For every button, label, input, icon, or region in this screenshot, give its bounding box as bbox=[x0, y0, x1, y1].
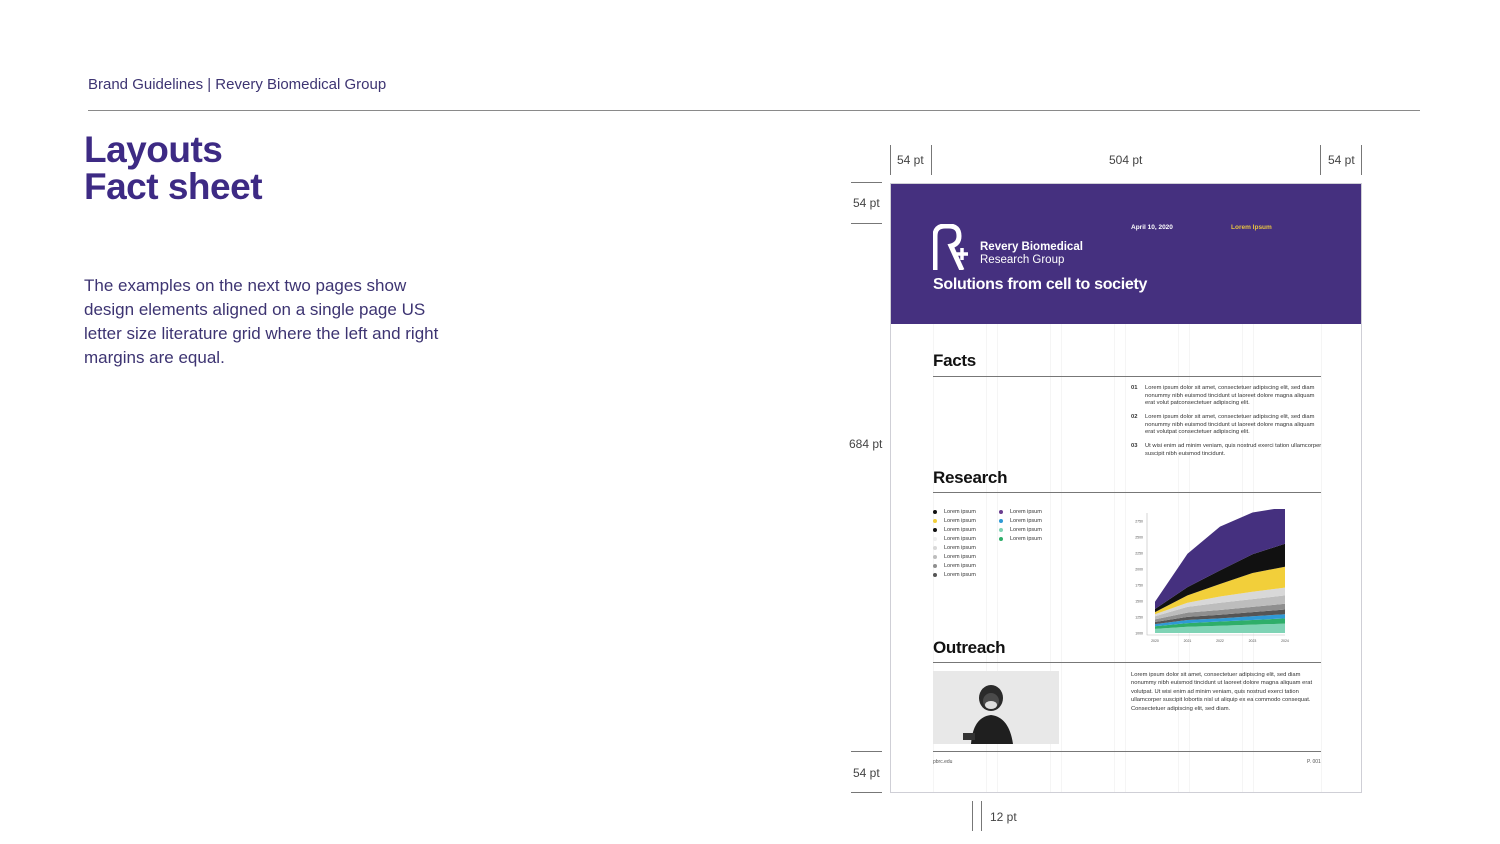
sheet-date: April 10, 2020 bbox=[1131, 224, 1173, 231]
dim-left-margin: 54 pt bbox=[897, 153, 924, 167]
legend-item bbox=[933, 562, 976, 571]
dim-content-width: 504 pt bbox=[1109, 153, 1143, 167]
fact-sheet-preview bbox=[890, 183, 1362, 793]
fact-text: Lorem ipsum dolor sit amet, consectetuer adipiscing elit, sed diam nonummy nibh euismod tincidunt ut laoreet dolore magna aliquam erat volut patconsectetuer adipiscing elit. bbox=[1145, 385, 1315, 406]
legend-item bbox=[933, 526, 976, 535]
y-tick-label: 2500 bbox=[1135, 535, 1143, 540]
fact-number: 01 bbox=[1131, 385, 1138, 391]
y-tick-label: 2750 bbox=[1135, 519, 1143, 524]
dim-tick bbox=[931, 145, 932, 175]
y-tick-label: 1250 bbox=[1135, 615, 1143, 620]
legend-label: Lorem ipsum bbox=[944, 545, 976, 551]
fact-item bbox=[1131, 443, 1326, 458]
dim-tick bbox=[1361, 145, 1362, 175]
legend-item bbox=[933, 508, 976, 517]
dim-tick bbox=[1320, 145, 1321, 175]
dim-tick bbox=[890, 145, 891, 175]
y-tick-label: 2000 bbox=[1135, 567, 1143, 572]
legend-item bbox=[933, 571, 976, 580]
legend-dot bbox=[933, 537, 937, 541]
dim-top-margin: 54 pt bbox=[853, 196, 880, 210]
legend-item bbox=[933, 553, 976, 562]
legend-dot bbox=[933, 573, 937, 577]
header-divider bbox=[88, 110, 1420, 111]
x-tick-label: 2021 bbox=[1183, 639, 1192, 643]
y-tick-label: 2250 bbox=[1135, 551, 1143, 556]
dim-tick bbox=[851, 792, 882, 793]
x-tick-label: 2022 bbox=[1216, 639, 1224, 643]
legend-label: Lorem ipsum bbox=[1010, 518, 1042, 524]
fact-text: Ut wisi enim ad minim veniam, quis nostrud exerci tation ullamcorper suscipit nibh euismod tincidunt. bbox=[1145, 443, 1322, 457]
research-title: Research bbox=[933, 468, 1008, 487]
legend-dot bbox=[933, 510, 937, 514]
legend-label: Lorem ipsum bbox=[1010, 536, 1042, 542]
dim-tick bbox=[981, 801, 982, 831]
y-tick-label: 1000 bbox=[1135, 631, 1143, 636]
fact-number: 02 bbox=[1131, 414, 1138, 420]
fact-item bbox=[1131, 385, 1326, 408]
fact-text: Lorem ipsum dolor sit amet, consectetuer adipiscing elit, sed diam nonummy nibh euismod tincidunt ut laoreet dolore magna aliquam erat volutpat consectetuer adipiscing elit. bbox=[1145, 414, 1315, 435]
legend-label: Lorem ipsum bbox=[944, 527, 976, 533]
dim-tick bbox=[972, 801, 973, 831]
outreach-title: Outreach bbox=[933, 638, 1006, 657]
x-tick-label: 2024 bbox=[1281, 639, 1289, 643]
legend-label: Lorem ipsum bbox=[1010, 527, 1042, 533]
org-name-line2: Research Group bbox=[980, 254, 1065, 266]
fact-item bbox=[1131, 414, 1326, 437]
legend-column bbox=[999, 508, 1042, 544]
legend-label: Lorem ipsum bbox=[944, 572, 976, 578]
y-tick-label: 1500 bbox=[1135, 599, 1143, 604]
legend-label: Lorem ipsum bbox=[944, 536, 976, 542]
y-tick-label: 1750 bbox=[1135, 583, 1143, 588]
legend-dot bbox=[933, 519, 937, 523]
page-title-line1: Layouts bbox=[84, 129, 223, 170]
legend-label: Lorem ipsum bbox=[944, 518, 976, 524]
revery-logo-icon bbox=[933, 224, 969, 270]
x-tick-label: 2020 bbox=[1151, 639, 1159, 643]
org-name-line1: Revery Biomedical bbox=[980, 241, 1083, 253]
legend-item bbox=[999, 526, 1042, 535]
child-photo-icon bbox=[933, 671, 1059, 744]
legend-column bbox=[933, 508, 976, 580]
legend-item bbox=[999, 517, 1042, 526]
document-header: Brand Guidelines | Revery Biomedical Group bbox=[88, 76, 387, 93]
facts-rule bbox=[933, 376, 1321, 377]
legend-item bbox=[999, 508, 1042, 517]
legend-dot bbox=[933, 564, 937, 568]
dim-right-margin: 54 pt bbox=[1328, 153, 1355, 167]
legend-dot bbox=[999, 510, 1003, 514]
dim-gutter: 12 pt bbox=[990, 810, 1017, 824]
page-title-line2: Fact sheet bbox=[84, 166, 263, 207]
research-area-chart bbox=[1125, 509, 1295, 647]
org-name bbox=[980, 241, 1083, 267]
outreach-rule bbox=[933, 662, 1321, 663]
footer-url: pbrc.edu bbox=[933, 759, 953, 765]
legend-label: Lorem ipsum bbox=[944, 509, 976, 515]
legend-label: Lorem ipsum bbox=[1010, 509, 1042, 515]
outreach-photo bbox=[933, 671, 1059, 744]
legend-dot bbox=[933, 555, 937, 559]
footer-rule bbox=[933, 751, 1321, 752]
facts-title: Facts bbox=[933, 351, 976, 370]
legend-item bbox=[933, 544, 976, 553]
dim-tick bbox=[851, 223, 882, 224]
dim-content-height: 684 pt bbox=[849, 437, 883, 451]
footer-page: P. 001 bbox=[1307, 759, 1321, 765]
sheet-tag: Lorem Ipsum bbox=[1231, 224, 1272, 231]
dim-tick bbox=[851, 751, 882, 752]
legend-dot bbox=[933, 528, 937, 532]
legend-label: Lorem ipsum bbox=[944, 563, 976, 569]
legend-dot bbox=[999, 519, 1003, 523]
legend-item bbox=[999, 535, 1042, 544]
x-tick-label: 2023 bbox=[1248, 639, 1257, 643]
page-description: The examples on the next two pages show design elements aligned on a single page US letter size literature grid where the left and right margins are equal. bbox=[84, 276, 439, 367]
sheet-tagline: Solutions from cell to society bbox=[933, 276, 1148, 293]
fact-number: 03 bbox=[1131, 443, 1138, 449]
legend-dot bbox=[999, 537, 1003, 541]
legend-label: Lorem ipsum bbox=[944, 554, 976, 560]
dim-tick bbox=[851, 182, 882, 183]
dim-bottom-margin: 54 pt bbox=[853, 766, 880, 780]
legend-dot bbox=[999, 528, 1003, 532]
page-title bbox=[84, 131, 262, 205]
research-rule bbox=[933, 492, 1321, 493]
legend-item bbox=[933, 535, 976, 544]
outreach-text: Lorem ipsum dolor sit amet, consectetuer adipiscing elit, sed diam nonummy nibh euismod tincidunt ut laoreet dolore magna aliquam erat volutpat. Ut wisi enim ad minim veniam, quis nostrud exerci tation ullamcorper suscipit lobortis nisl ut aliquip ex ea commodo consequat. Consectetuer adipiscing elit, sed diam. bbox=[1131, 672, 1313, 712]
legend-item bbox=[933, 517, 976, 526]
legend-dot bbox=[933, 546, 937, 550]
sheet-banner bbox=[891, 184, 1362, 324]
